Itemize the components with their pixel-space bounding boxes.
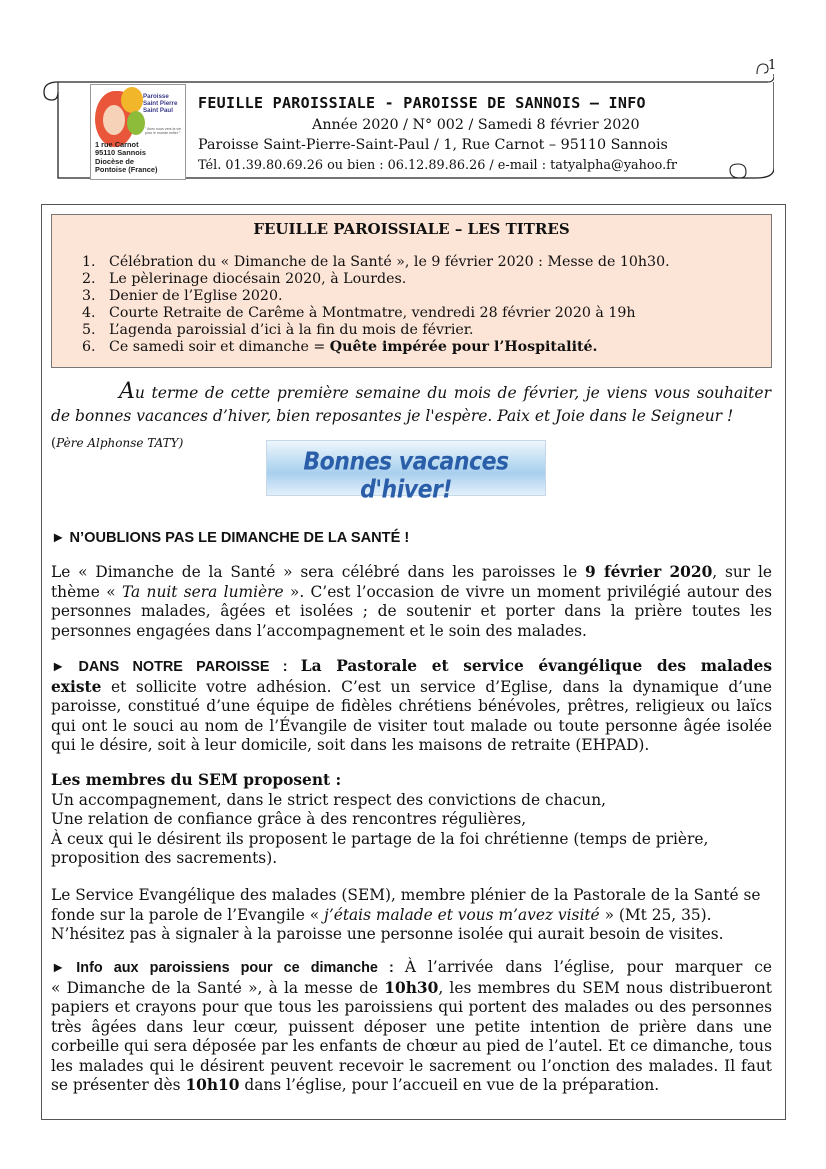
paragraph-info-dimanche: ► Info aux paroissiens pour ce dimanche : À l’arrivée dans l’église, pour marquer ce « Dimanche de la Santé », à la messe de 10h30, les membres du SEM nous distribueront papiers et crayons pour que tous les paroissiens qui portent des malades ou des personnes très âgées dans leur cœur, puissent déposer une petite intention de prière dans une corbeille qui sera déposée par les enfants de chœur au pied de l’autel. Et ce dimanche, tous les malades qui le désirent peuvent recevoir le sacrement ou l’onction des malades. Il faut se présenter dès 10h10 dans l’église, pour l’accueil en vue de la préparation. [51,958,773,1094]
intro-message: Au terme de cette première semaine du mois de février, je viens vous souhaiter de bonnes vacances d’hiver, bien reposantes je l'espère. Paix et Joie dans le Seigneur ! [51,379,771,425]
paragraph-sem-description: Le Service Evangélique des malades (SEM), membre plénier de la Pastorale de la Santé se fonde sur la parole de l’Evangile « j’étais malade et vous m’avez visité » (Mt 25, 35). N’hésitez pas à signaler à la paroisse une personne isolée qui aurait besoin de visites. [51,886,761,943]
paragraph-pastorale: ► DANS NOTRE PAROISSE : La Pastorale et service évangélique des malades existe et sollicite votre adhésion. C’est un service d’Eglise, dans la dynamique d’une paroisse, constitué d’une équipe de fidèles chrétiens bénévoles, prêtres, religieux ou laïcs qui ont le souci au nom de l’Évangile de visiter tout malade ou toute personne âgée isolée qui le désire, soit à leur domicile, soit dans les maisons de retraite (EHPAD). [51,657,772,754]
titles-box [51,214,772,368]
sem-heading: Les membres du SEM proposent : [51,771,342,789]
titles-list [82,254,670,356]
list-item: 1. Célébration du « Dimanche de la Santé », le 9 février 2020 : Messe de 10h30. [82,254,670,270]
signature: (Père Alphonse TATY) [51,436,184,451]
list-item: 2. Le pèlerinage diocésain 2020, à Lourdes. [82,271,407,287]
list-item: 5. L’agenda paroissial d’ici à la fin du mois de février. [82,322,474,338]
logo-yellow-shape [121,87,143,113]
contact-line: Tél. 01.39.80.69.26 ou bien : 06.12.89.86.26 / e-mail : tatyalpha@yahoo.fr [198,158,678,173]
logo-address: 1 rue Carnot 95110 Sannois Diocèse de Pontoise (France) [95,140,158,175]
list-item: Une relation de confiance grâce à des rencontres régulières, [51,810,527,828]
list-item: proposition des sacrements). [51,849,278,867]
logo-green-shape [127,111,145,135]
titles-heading: FEUILLE PAROISSIALE – LES TITRES [253,220,570,238]
list-item: 3. Denier de l’Eglise 2020. [82,288,283,304]
logo-parish-name: Paroisse Saint Pierre Saint Paul [143,93,178,114]
paragraph-dimanche-sante: Le « Dimanche de la Santé » sera célébré dans les paroisses le 9 février 2020, sur le thème « Ta nuit sera lumière ». C’est l’occasion de vivre un moment privilégié autour des personnes malades, âgées et isolées ; de soutenir et porter dans la prière toutes les personnes engagées dans l’accompagnement et le soin des malades. [51,563,772,640]
list-item: Un accompagnement, dans le strict respect des convictions de chacun, [51,790,607,809]
list-item: À ceux qui le désirent ils proposent le partage de la foi chrétienne (temps de prière, [51,829,709,848]
address-line: Paroisse Saint-Pierre-Saint-Paul / 1, Rue Carnot – 95110 Sannois [198,137,668,153]
logo-face-shape [103,105,125,135]
parish-logo [90,84,186,180]
list-item: 6. Ce samedi soir et dimanche = Quête impérée pour l’Hospitalité. [82,339,598,355]
scroll-curl-icon [755,62,769,76]
logo-motto: " Avec nous vers la vie pour le monde entier " [145,127,181,135]
issue-line: Année 2020 / N° 002 / Samedi 8 février 2020 [312,117,640,133]
paragraph-sem-proposals [51,771,772,869]
bulletin-title: FEUILLE PAROISSIALE - PAROISSE DE SANNOIS – INFO [198,94,646,112]
list-item: 4. Courte Retraite de Carême à Montmatre, vendredi 28 février 2020 à 19h [82,305,636,321]
winter-holiday-banner: Bonnes vacances d'hiver! [266,440,546,496]
page-number: 1 [768,58,777,73]
section-heading-sante: ► N’OUBLIONS PAS LE DIMANCHE DE LA SANTÉ ! [51,530,410,546]
